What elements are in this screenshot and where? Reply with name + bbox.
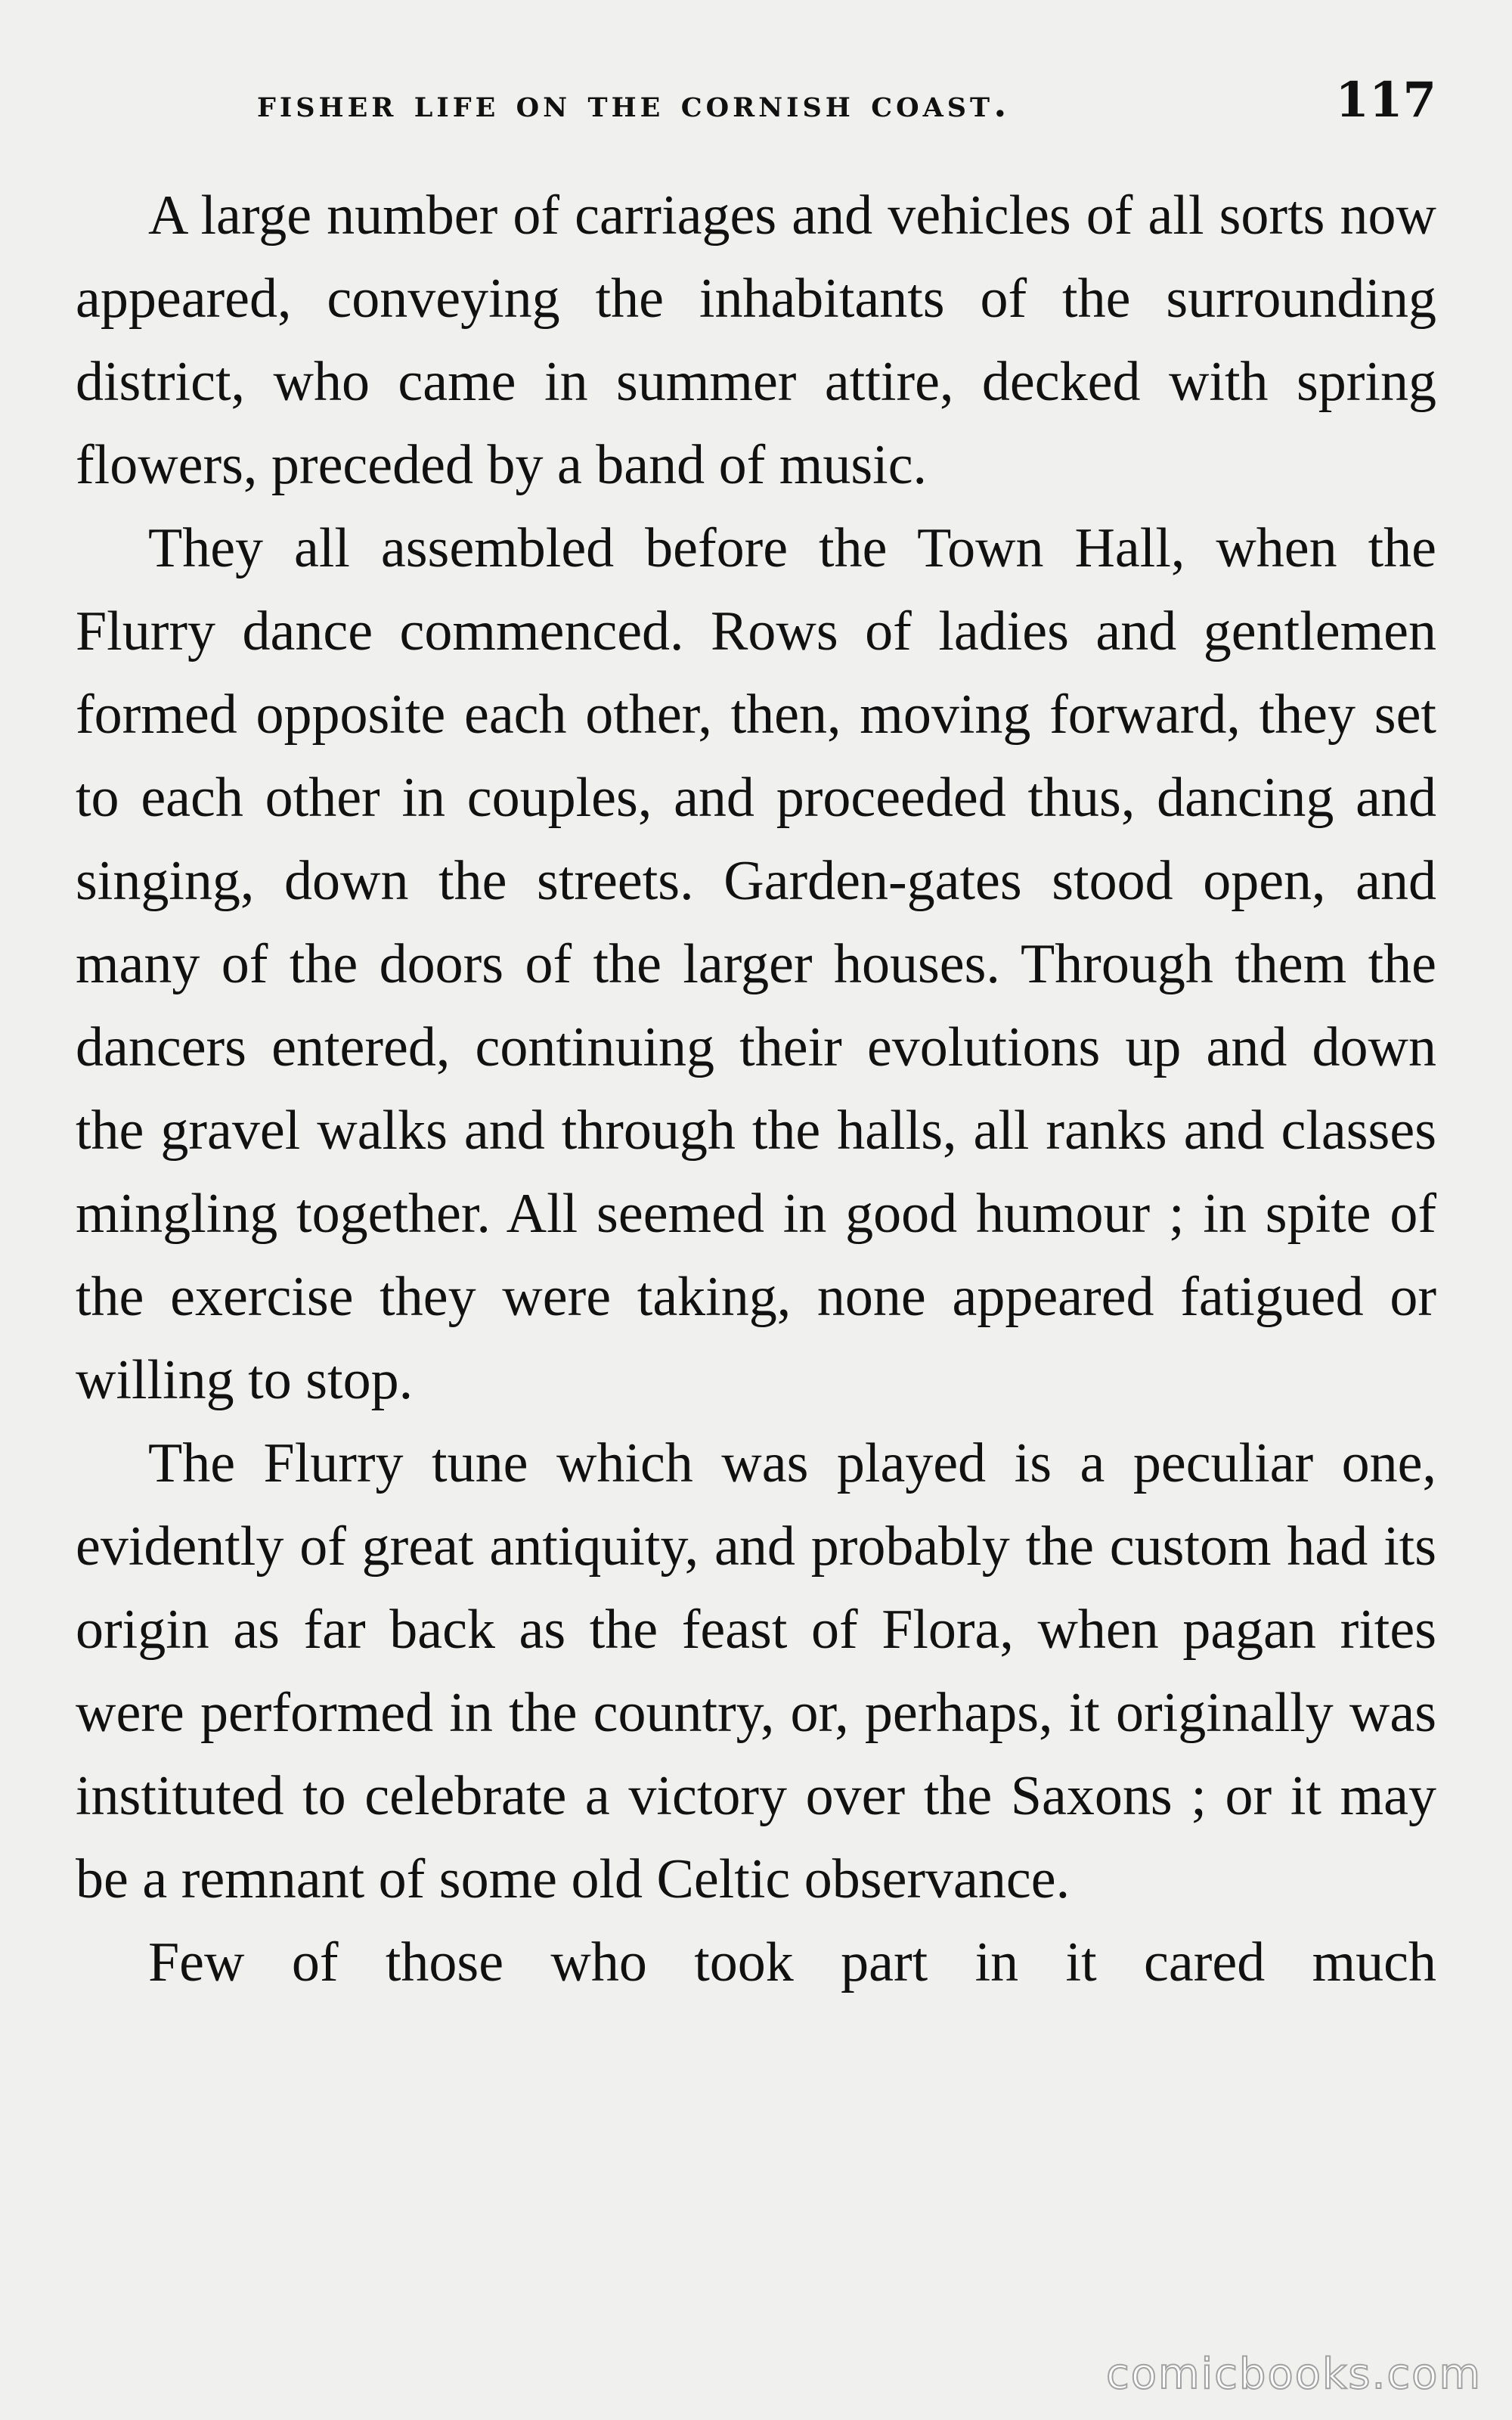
paragraph-4: Few of those who took part in it cared much	[148, 1931, 1436, 1993]
running-title: fisher life on the cornish coast.	[257, 81, 1011, 126]
paragraph-1: A large number of carriages and vehicles of all sorts now appeared, conveying the inhabitants of the surrounding district, who came in summer attire, decked with spring flowers, preceded by a band of music.	[76, 185, 1436, 496]
page-number: 117	[1335, 72, 1436, 129]
watermark: comicbooks.com	[1105, 2350, 1482, 2399]
running-head	[257, 72, 1436, 140]
body-text	[76, 174, 1436, 2004]
paragraph-2: They all assembled before the Town Hall, when the Flurry dance commenced. Rows of ladies and gentlemen formed opposite each other, then, moving forward, they set to each other in couples, and proceeded thus, dancing and singing, down the streets. Garden-gates stood open, and many of the doors of the larger houses. Through them the dancers entered, continuing their evolutions up and down the gravel walks and through the halls, all ranks and classes mingling together. All seemed in good humour ; in spite of the exercise they were taking, none appeared fatigued or willing to stop.	[76, 517, 1436, 1411]
paragraph-3: The Flurry tune which was played is a peculiar one, evidently of great antiquity, and probably the custom had its origin as far back as the feast of Flora, when pagan rites were performed in the country, or, perhaps, it originally was instituted to celebrate a victory over the Saxons ; or it may be a remnant of some old Celtic observance.	[76, 1432, 1436, 1910]
